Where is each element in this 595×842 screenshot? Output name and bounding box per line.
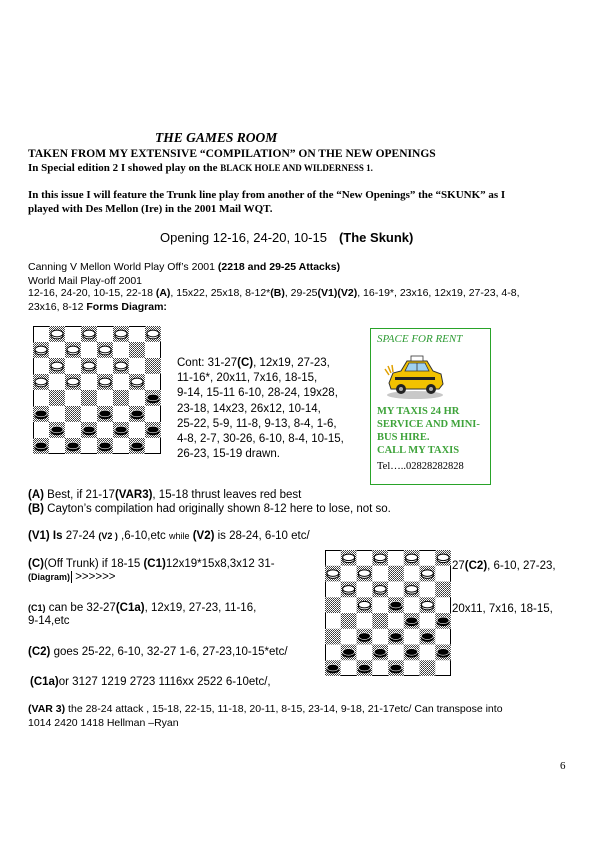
subtitle-special-edition	[28, 162, 373, 174]
note-ref: (C1a)	[115, 602, 145, 614]
dark-square	[65, 406, 81, 422]
subtitle2-smallcaps: BLACK HOLE AND WILDERNESS 1.	[220, 163, 373, 173]
cont-line-3: 9-14, 15-11 6-10, 28-24, 19x28,	[177, 387, 338, 400]
ad-title: SPACE FOR RENT	[377, 333, 463, 345]
white-piece-top	[437, 554, 449, 561]
note-label: (C2)	[28, 646, 51, 658]
note-v1-v2	[28, 530, 310, 542]
opening-moves: Opening 12-16, 24-20, 10-15	[160, 230, 327, 245]
cont-text: , 12x19, 27-23,	[253, 357, 330, 369]
black-piece-top	[83, 426, 95, 433]
note-c1-line-2: 9-14,etc	[28, 615, 70, 627]
white-piece-top	[99, 346, 111, 353]
moves-text: , 29-25	[284, 287, 318, 299]
event-name: World Mail Play-off 2001	[28, 275, 142, 287]
note-c-continuation	[452, 560, 556, 573]
cont-text: Cont: 31-27	[177, 357, 238, 369]
cont-line-6: 4-8, 2-7, 30-26, 6-10, 8-4, 10-15,	[177, 433, 344, 446]
cont-line-2: 11-16*, 20x11, 7x16, 18-15,	[177, 372, 318, 385]
game-attacks: (2218 and 29-25 Attacks)	[217, 261, 341, 273]
opening-name: (The Skunk)	[338, 230, 414, 245]
white-piece-top	[374, 586, 386, 593]
black-piece-top	[35, 442, 47, 449]
dark-square	[325, 597, 341, 613]
opening-line	[160, 230, 413, 245]
white-piece-top	[115, 330, 127, 337]
note-text: , 15-18 thrust leaves red best	[152, 489, 302, 501]
page-title: THE GAMES ROOM	[155, 130, 278, 145]
black-piece-top	[390, 633, 402, 640]
white-piece-top	[35, 346, 47, 353]
note-var3-line-2: 1014 2420 1418 Hellman –Ryan	[28, 717, 179, 729]
white-piece-top	[358, 570, 370, 577]
note-a	[28, 489, 301, 501]
note-var3-line-1	[28, 702, 503, 716]
subtitle-compilation: TAKEN FROM MY EXTENSIVE “COMPILATION” ON THE NEW OPENINGS	[28, 148, 436, 160]
note-text: 27-24	[62, 530, 99, 542]
note-text: while	[168, 531, 190, 541]
note-ref-a: (A)	[155, 287, 171, 299]
white-piece-top	[406, 554, 418, 561]
black-piece-top	[437, 617, 449, 624]
note-label: (C)	[28, 558, 44, 570]
black-piece-top	[358, 633, 370, 640]
white-piece-top	[147, 330, 159, 337]
note-c1a	[30, 676, 271, 688]
black-piece-top	[35, 410, 47, 417]
dark-square	[388, 566, 404, 582]
note-var3	[28, 702, 503, 730]
note-ref-var3: (VAR3)	[114, 489, 153, 501]
ad-body	[377, 405, 480, 457]
dark-square	[129, 342, 145, 358]
black-piece-top	[99, 410, 111, 417]
white-piece-top	[67, 378, 79, 385]
note-label: (V2)	[189, 530, 215, 542]
dark-square	[341, 613, 357, 629]
white-piece-top	[51, 330, 63, 337]
taxi-advertisement	[370, 328, 491, 485]
continuation-moves	[177, 356, 344, 462]
checkers-board-diagram-2	[325, 550, 451, 676]
white-piece-top	[343, 554, 355, 561]
note-label: (VAR 3)	[28, 703, 66, 715]
note-text: can be 32-27	[45, 602, 116, 614]
white-piece-top	[374, 554, 386, 561]
note-ref: (C2)	[464, 560, 488, 572]
black-piece-top	[406, 617, 418, 624]
ad-line: SERVICE AND MINI-	[377, 419, 480, 430]
note-text: >>>>>>	[72, 571, 116, 583]
black-piece-top	[421, 633, 433, 640]
note-c1	[28, 602, 256, 628]
note-text: Cayton’s compilation had originally shown 8-12 here to lose, not so.	[43, 503, 391, 515]
note-c2	[28, 646, 288, 658]
dark-square	[49, 390, 65, 406]
note-ref-v1v2: (V1)(V2)	[317, 287, 358, 299]
black-piece-top	[343, 649, 355, 656]
black-piece-top	[374, 649, 386, 656]
note-c-line-1	[28, 558, 275, 571]
game-players: Canning V Mellon World Play Off’s 2001	[28, 261, 218, 273]
black-piece-top	[390, 601, 402, 608]
note-text: , 12x19, 27-23, 11-16,	[144, 602, 257, 614]
white-piece-top	[83, 362, 95, 369]
black-piece-top	[131, 442, 143, 449]
page-number: 6	[560, 760, 566, 772]
note-label: (V1) Is	[28, 530, 63, 542]
checkers-board-diagram-1	[33, 326, 161, 454]
dark-square	[325, 629, 341, 645]
white-piece-top	[131, 378, 143, 385]
note-text: the 28-24 attack , 15-18, 22-15, 11-18, 20-11, 8-15, 23-14, 9-18, 21-17etc/ Can transpose into	[65, 703, 503, 715]
note-label: (A)	[28, 489, 44, 501]
black-piece-top	[358, 664, 370, 671]
intro-line-2: played with Des Mellon (Ire) in the 2001 Mail WQT.	[28, 203, 273, 215]
black-piece-top	[51, 426, 63, 433]
note-text: 12x19*15x8,3x12 31-	[165, 558, 275, 570]
black-piece-top	[437, 649, 449, 656]
taxi-cab-icon	[383, 351, 447, 401]
black-piece-top	[131, 410, 143, 417]
black-piece-top	[67, 442, 79, 449]
white-piece-top	[67, 346, 79, 353]
note-label: (B)	[28, 503, 44, 515]
cont-line-7: 26-23, 15-19 drawn.	[177, 448, 280, 461]
white-piece-top	[99, 378, 111, 385]
moves-text: , 16-19*, 23x16, 12x19, 27-23, 4-8,	[357, 287, 520, 299]
note-label: (C1)	[28, 603, 46, 613]
white-piece-top	[421, 570, 433, 577]
main-moves-line-2	[28, 301, 520, 315]
intro-line-1: In this issue I will feature the Trunk line play from another of the “New Openings” the “SKUNK” as I	[28, 189, 506, 201]
white-piece-top	[327, 570, 339, 577]
white-piece-top	[51, 362, 63, 369]
note-ref-c: (C)	[237, 357, 254, 369]
black-piece-top	[406, 649, 418, 656]
note-ref: (C1)	[143, 558, 166, 570]
note-text: goes 25-22, 6-10, 32-27 1-6, 27-23,10-15*etc/	[50, 646, 288, 658]
black-piece-top	[99, 442, 111, 449]
moves-text: 12-16, 24-20, 10-15, 22-18	[28, 287, 156, 299]
cont-line-1	[177, 356, 344, 371]
forms-diagram-label: Forms Diagram:	[86, 300, 167, 313]
note-text: or 3127 1219 2723 1116xx 2522 6-10etc/,	[58, 676, 271, 688]
white-piece-top	[358, 601, 370, 608]
dark-square	[435, 582, 451, 598]
black-piece-top	[390, 664, 402, 671]
dark-square	[81, 390, 97, 406]
note-ref-b: (B)	[270, 287, 285, 299]
note-c-line-2	[28, 571, 275, 584]
note-c	[28, 558, 275, 584]
intro-paragraph	[28, 188, 505, 216]
diagram-ref: (Diagram)	[28, 572, 71, 582]
note-text: ,6-10,etc	[117, 530, 169, 542]
white-piece-top	[115, 362, 127, 369]
moves-text: 23x16, 8-12	[28, 300, 87, 313]
black-piece-top	[115, 426, 127, 433]
main-moves-line-1	[28, 287, 520, 301]
ad-telephone: Tel…..02828282828	[377, 461, 464, 472]
note-text: Best, if 21-17	[43, 489, 115, 501]
cont-line-4: 23-18, 14x23, 26x12, 10-14,	[177, 402, 321, 415]
dark-square	[145, 358, 161, 374]
dark-square	[113, 390, 129, 406]
dark-square	[372, 613, 388, 629]
note-text: , 6-10, 27-23,	[487, 560, 556, 572]
main-moves	[28, 287, 520, 314]
black-piece-top	[147, 394, 159, 401]
note-text: 27	[452, 560, 465, 572]
cont-line-5: 25-22, 5-9, 11-8, 9-13, 8-4, 1-6,	[177, 417, 337, 430]
white-piece-top	[83, 330, 95, 337]
note-label: (C1a)	[30, 676, 59, 688]
white-piece-top	[406, 586, 418, 593]
subtitle2-text: In Special edition 2 I showed play on the	[28, 162, 221, 174]
note-c1-continuation: 20x11, 7x16, 18-15,	[452, 603, 553, 615]
note-text: (Off Trunk) if 18-15	[43, 558, 144, 570]
black-piece-top	[327, 664, 339, 671]
moves-text: , 15x22, 25x18, 8-12*	[170, 287, 271, 299]
black-piece-top	[147, 426, 159, 433]
dark-square	[420, 660, 436, 676]
white-piece-top	[421, 601, 433, 608]
note-c1-line-1	[28, 602, 256, 615]
ad-line: MY TAXIS 24 HR	[377, 406, 460, 417]
ad-line: CALL MY TAXIS	[377, 445, 460, 456]
white-piece-top	[35, 378, 47, 385]
game-heading	[28, 261, 340, 273]
ad-line: BUS HIRE.	[377, 432, 430, 443]
note-text: is 28-24, 6-10 etc/	[214, 530, 310, 542]
note-b	[28, 503, 391, 515]
note-ref: (V2 )	[98, 531, 118, 541]
white-piece-top	[343, 586, 355, 593]
